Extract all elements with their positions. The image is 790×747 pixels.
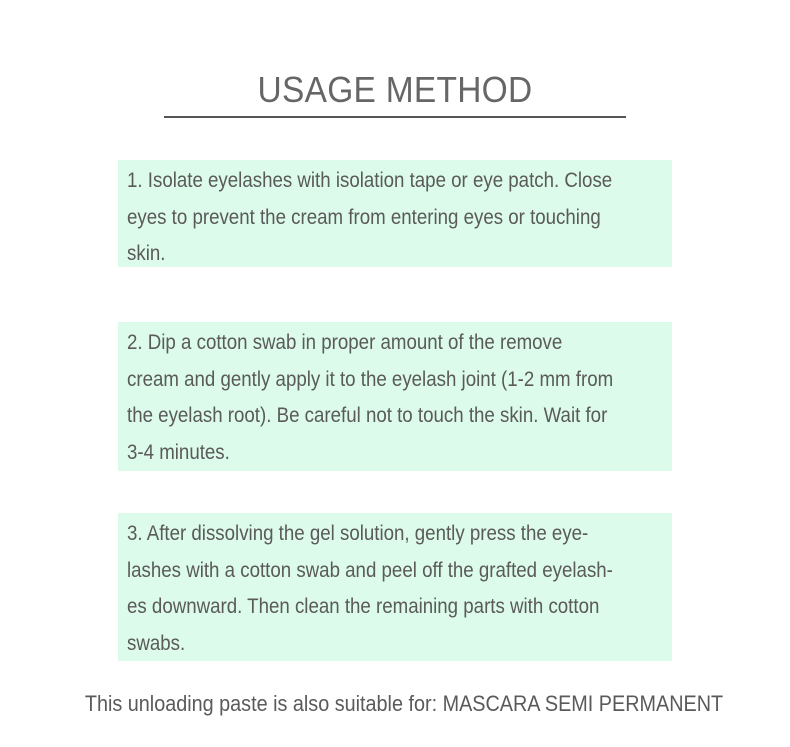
step-1-line-3: skin. xyxy=(127,242,166,265)
step-1-line-1: 1. Isolate eyelashes with isolation tape or eye patch. Close xyxy=(127,169,613,192)
step-2-line-1: 2. Dip a cotton swab in proper amount of the remove xyxy=(127,331,563,354)
step-1-line-2: eyes to prevent the cream from entering eyes or touching xyxy=(127,205,601,229)
step-2-line-3: the eyelash root). Be careful not to touch the skin. Wait for xyxy=(127,404,608,427)
suitability-note: This unloading paste is also suitable for: MASCARA SEMI PERMANENT xyxy=(84,691,724,716)
step-3-line-3: es downward. Then clean the remaining parts with cotton xyxy=(127,595,600,618)
step-1-text xyxy=(127,163,679,273)
step-2-line-4: 3-4 minutes. xyxy=(127,440,230,464)
step-3-text xyxy=(127,516,679,662)
step-2-line-2: cream and gently apply it to the eyelash joint (1-2 mm from xyxy=(127,367,614,391)
title-underline xyxy=(164,116,626,118)
step-3-box xyxy=(118,513,672,661)
step-2-text xyxy=(127,325,679,471)
step-3-line-2: lashes with a cotton swab and peel off the grafted eyelash- xyxy=(127,558,613,582)
step-3-line-1: 3. After dissolving the gel solution, gently press the eye- xyxy=(127,522,589,545)
step-1-box xyxy=(118,160,672,267)
step-3-line-4: swabs. xyxy=(127,631,186,655)
step-2-box xyxy=(118,322,672,471)
page-title: USAGE METHOD xyxy=(257,69,533,110)
